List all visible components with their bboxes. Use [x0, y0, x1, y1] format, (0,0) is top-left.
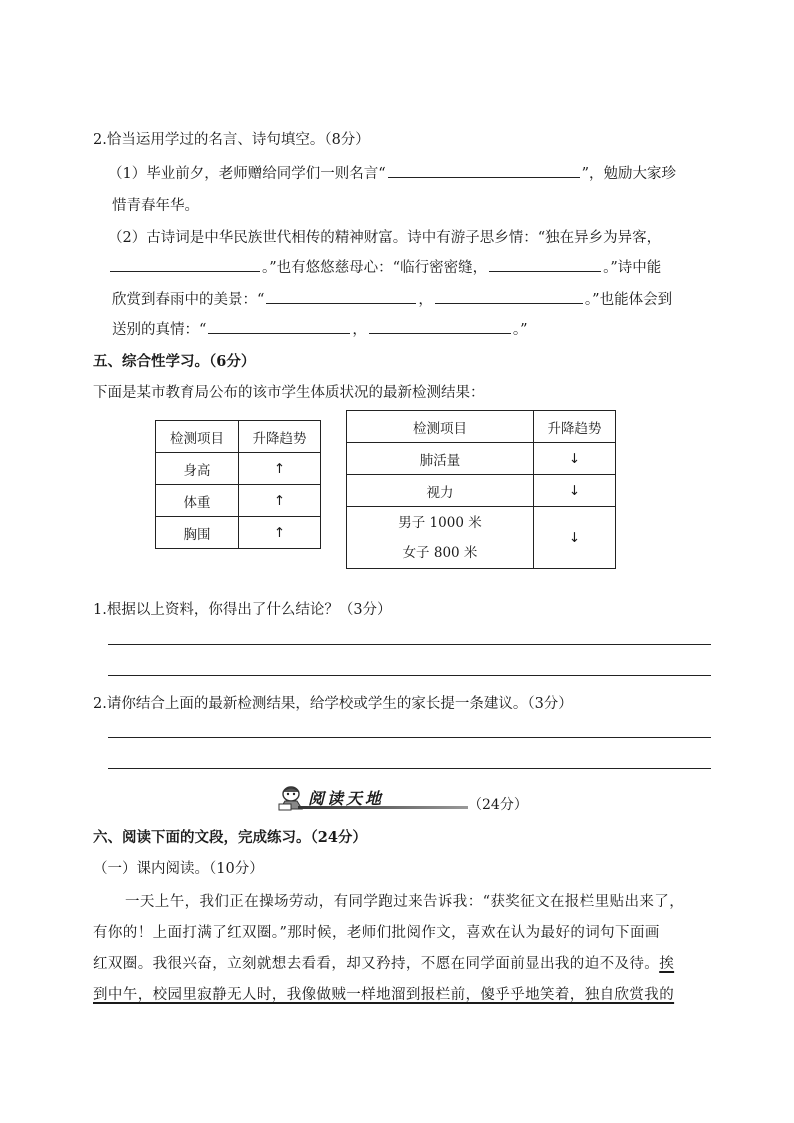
table-left-cell-item: 体重	[156, 485, 239, 517]
q2-part2-text-b: 。”也有悠悠慈母心：“临行密密缝，	[262, 260, 488, 276]
section6-sub: （一）课内阅读。（10分）	[93, 861, 264, 877]
table-right-header-item: 检测项目	[347, 411, 534, 443]
q2-part1-blank[interactable]	[388, 163, 580, 178]
table-left-cell-item: 身高	[156, 453, 239, 485]
q2-part2-line1: （2）古诗词是中华民族世代相传的精神财富。诗中有游子思乡情：“独在异乡为异客，	[108, 230, 662, 246]
q2-part2-blank-5[interactable]	[208, 319, 350, 334]
q2-part1-text-b: ”，勉励大家珍	[581, 166, 677, 182]
passage-line-1: 一天上午，我们正在操场劳动，有同学跑过来告诉我：“获奖征文在报栏里贴出来了，	[125, 894, 685, 910]
down-arrow-icon: ↓	[534, 507, 616, 569]
passage-line-3-text: 红双圈。我很兴奋，立刻就想去看看，却又矜持，不愿在同学面前显出我的迫不及待。	[93, 956, 660, 972]
up-arrow-icon: ↑	[239, 517, 321, 549]
q2-part2-line4	[112, 318, 528, 339]
section6-heading: 六、阅读下面的文段，完成练习。（24分）	[93, 829, 367, 846]
up-arrow-icon: ↑	[239, 453, 321, 485]
section5-intro: 下面是某市教育局公布的该市学生体质状况的最新检测结果：	[93, 385, 485, 401]
q2-part1-text-a: （1）毕业前夕，老师赠给同学们一则名言“	[108, 166, 386, 182]
q2-part2-blank-3[interactable]	[266, 289, 416, 304]
passage-underlined-start: 挨	[659, 956, 675, 972]
passage-line-3	[93, 952, 674, 973]
reading-banner	[276, 784, 536, 814]
passage-line-4-underlined: 到中午，校园里寂静无人时，我像做贼一样地溜到报栏前，傻乎乎地笑着，独自欣赏我的	[93, 987, 675, 1003]
q2-part2-text-i: 。”	[512, 322, 528, 338]
table-left-header-trend: 升降趋势	[239, 421, 321, 453]
q2-part2-text-h: ，	[352, 322, 367, 338]
passage-line-2: 有你的！上面打满了红双圈。”那时候，老师们批阅作文，喜欢在认为最好的词句下面画	[93, 925, 660, 941]
down-arrow-icon: ↓	[534, 475, 616, 507]
run-female-label: 女子 800 米	[402, 544, 478, 561]
q2-stem: 2.恰当运用学过的名言、诗句填空。（8分）	[93, 132, 370, 148]
q2-part2-text-c: 。”诗中能	[603, 260, 662, 276]
table-right-header-trend: 升降趋势	[534, 411, 616, 443]
q2-part2-text-g: 送别的真情：“	[112, 322, 207, 338]
section5-q2: 2.请你结合上面的最新检测结果，给学校或学生的家长提一条建议。（3分）	[93, 696, 573, 712]
table-right-cell-item: 肺活量	[347, 443, 534, 475]
table-right-cell-item: 视力	[347, 475, 534, 507]
table-left	[155, 420, 321, 549]
table-right	[346, 410, 616, 569]
q2-part2-line3	[112, 288, 672, 309]
table-left-cell-item: 胸围	[156, 517, 239, 549]
q2-part2-blank-6[interactable]	[369, 319, 511, 334]
answer-line[interactable]	[108, 737, 711, 738]
q2-part1-line1	[108, 162, 676, 183]
q2-part1-line2: 惜青春年华。	[112, 198, 199, 214]
banner-score: （24分）	[468, 797, 528, 813]
up-arrow-icon: ↑	[239, 485, 321, 517]
table-right-cell-item-run	[347, 507, 534, 569]
section5-heading: 五、综合性学习。（6分）	[93, 353, 256, 370]
q2-part2-line2	[108, 256, 661, 277]
q2-part2-text-e: ，	[418, 292, 433, 308]
q2-part2-text-d: 欣赏到春雨中的美景：“	[112, 292, 265, 308]
answer-line[interactable]	[108, 644, 711, 645]
down-arrow-icon: ↓	[534, 443, 616, 475]
q2-part2-blank-1[interactable]	[110, 257, 260, 272]
run-male-label: 男子 1000 米	[398, 514, 482, 531]
banner-title: 阅读天地	[308, 789, 385, 808]
q2-part2-text-f: 。”也能体会到	[584, 292, 673, 308]
q2-part2-blank-4[interactable]	[435, 289, 583, 304]
answer-line[interactable]	[108, 675, 711, 676]
section5-q1: 1.根据以上资料，你得出了什么结论？（3分）	[93, 602, 392, 618]
q2-part2-blank-2[interactable]	[489, 257, 601, 272]
answer-line[interactable]	[108, 768, 711, 769]
table-left-header-item: 检测项目	[156, 421, 239, 453]
